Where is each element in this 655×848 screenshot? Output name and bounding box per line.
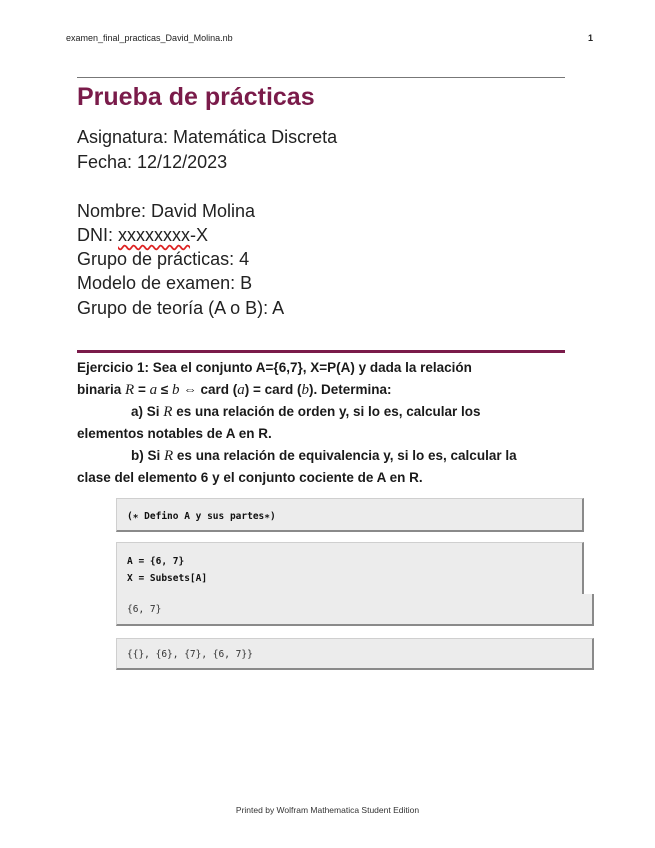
code-input-cell[interactable] xyxy=(116,542,584,594)
page-footer: Printed by Wolfram Mathematica Student Edition xyxy=(235,805,420,815)
output-cell-1[interactable] xyxy=(116,594,594,626)
code-line-2: X = Subsets[A] xyxy=(127,573,208,584)
exercise-part-a: a) Si R es una relación de orden y, si lo es, calcular los xyxy=(131,404,481,420)
info-asignatura: Asignatura: Matemática Discreta xyxy=(77,127,338,147)
info-modelo: Modelo de examen: B xyxy=(77,273,253,293)
info-nombre: Nombre: David Molina xyxy=(77,201,256,221)
comment-input-cell[interactable] xyxy=(116,498,584,532)
info-grupo-teoria: Grupo de teoría (A o B): A xyxy=(77,298,285,318)
top-divider xyxy=(77,77,565,78)
info-dni-masked: xxxxxxxx xyxy=(118,225,191,245)
output-1-text: {6, 7} xyxy=(127,604,162,615)
output-cell-2[interactable] xyxy=(116,638,594,670)
comment-code: (∗ Defino A y sus partes∗) xyxy=(127,511,276,522)
info-dni-prefix: DNI: xyxy=(77,225,119,245)
exercise-part-b-cont: clase del elemento 6 y el conjunto cociente de A en R. xyxy=(77,470,423,485)
page-title: Prueba de prácticas xyxy=(77,83,315,111)
header-filename: examen_final_practicas_David_Molina.nb xyxy=(66,33,233,43)
section-divider xyxy=(77,350,565,353)
exercise-line-1: Ejercicio 1: Sea el conjunto A={6,7}, X=P(A) y dada la relación xyxy=(77,360,472,375)
output-2-text: {{}, {6}, {7}, {6, 7}} xyxy=(127,649,253,660)
exercise-part-a-cont: elementos notables de A en R. xyxy=(77,426,272,441)
exercise-part-b: b) Si R es una relación de equivalencia y, si lo es, calcular la xyxy=(131,448,517,464)
header-page-number: 1 xyxy=(587,33,593,43)
info-grupo-practicas: Grupo de prácticas: 4 xyxy=(77,249,250,269)
code-line-1: A = {6, 7} xyxy=(127,556,185,567)
info-fecha: Fecha: 12/12/2023 xyxy=(77,152,228,172)
info-dni-suffix: -X xyxy=(190,225,209,245)
exercise-line-2: binaria R = a ≤ b ⇔ card (a) = card (b). Determina: xyxy=(77,382,392,398)
info-dni xyxy=(77,223,208,247)
exercise-statement xyxy=(77,357,567,489)
